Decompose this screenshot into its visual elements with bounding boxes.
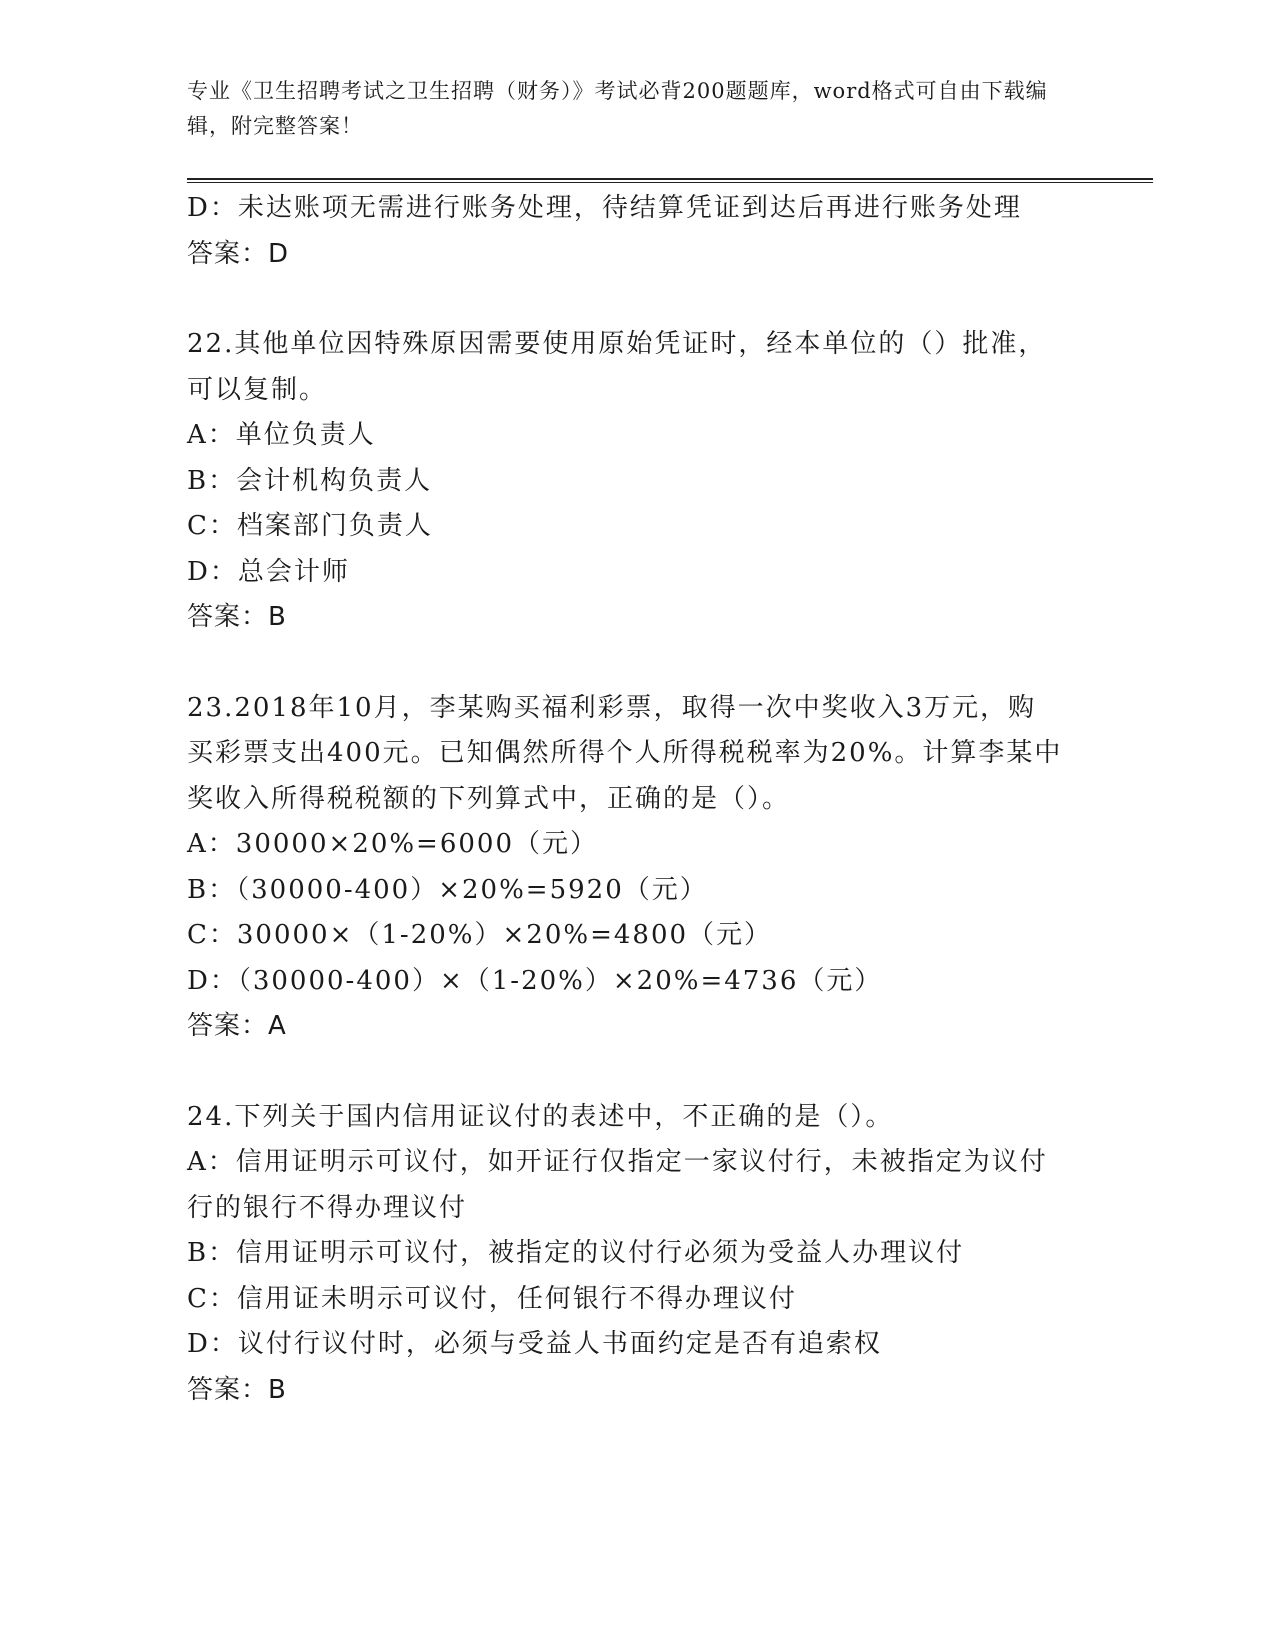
answer-label: 答案：D: [187, 238, 290, 269]
answer-label: 答案：B: [187, 1374, 287, 1405]
option-a-continued: 行的银行不得办理议付: [187, 1192, 468, 1223]
question-stem: 可以复制。: [187, 374, 328, 405]
question-24: [187, 1095, 1087, 1414]
spacer: [187, 277, 1087, 322]
question-stem: 买彩票支出400元。已知偶然所得个人所得税税率为20%。计算李某中: [187, 738, 1063, 768]
option-b: B：（30000-400）×20%=5920（元）: [187, 874, 708, 905]
option-a: A：30000×20%=6000（元）: [187, 829, 599, 859]
option-c: C：信用证未明示可议付，任何银行不得办理议付: [187, 1283, 797, 1314]
option-b: B：会计机构负责人: [187, 465, 433, 496]
answer-label: 答案：B: [187, 602, 287, 632]
question-22: [187, 322, 1087, 641]
header-divider: [187, 178, 1153, 183]
spacer: [187, 1050, 1087, 1095]
question-stem: 22.其他单位因特殊原因需要使用原始凭证时，经本单位的（）批准，: [187, 329, 1047, 359]
option-d: D：未达账项无需进行账务处理，待结算凭证到达后再进行账务处理: [187, 193, 1022, 223]
option-a: A：信用证明示可议付，如开证行仅指定一家议付行，未被指定为议付: [187, 1147, 1048, 1177]
document-header: [187, 74, 1077, 144]
spacer: [187, 641, 1087, 686]
question-stem: 24.下列关于国内信用证议付的表述中，不正确的是（）。: [187, 1101, 894, 1132]
option-c: C：档案部门负责人: [187, 511, 433, 541]
option-d: D：议付行议付时，必须与受益人书面约定是否有追索权: [187, 1329, 882, 1359]
option-a: A：单位负责人: [187, 420, 376, 450]
option-d: D：（30000-400）×（1-20%）×20%=4736（元）: [187, 965, 883, 996]
document-body: [187, 186, 1087, 1413]
option-c: C：30000×（1-20%）×20%=4800（元）: [187, 920, 773, 950]
option-b: B：信用证明示可议付，被指定的议付行必须为受益人办理议付: [187, 1238, 965, 1268]
question-stem: 奖收入所得税税额的下列算式中，正确的是（）。: [187, 783, 791, 814]
header-text: 专业《卫生招聘考试之卫生招聘（财务）》考试必背200题题库，word格式可自由下载编辑，附完整答案！: [187, 79, 1048, 138]
option-d: D：总会计师: [187, 556, 350, 587]
question-23: [187, 686, 1087, 1050]
question-stem: 23.2018年10月，李某购买福利彩票，取得一次中奖收入3万元，购: [187, 692, 1037, 723]
answer-label: 答案：A: [187, 1011, 287, 1041]
